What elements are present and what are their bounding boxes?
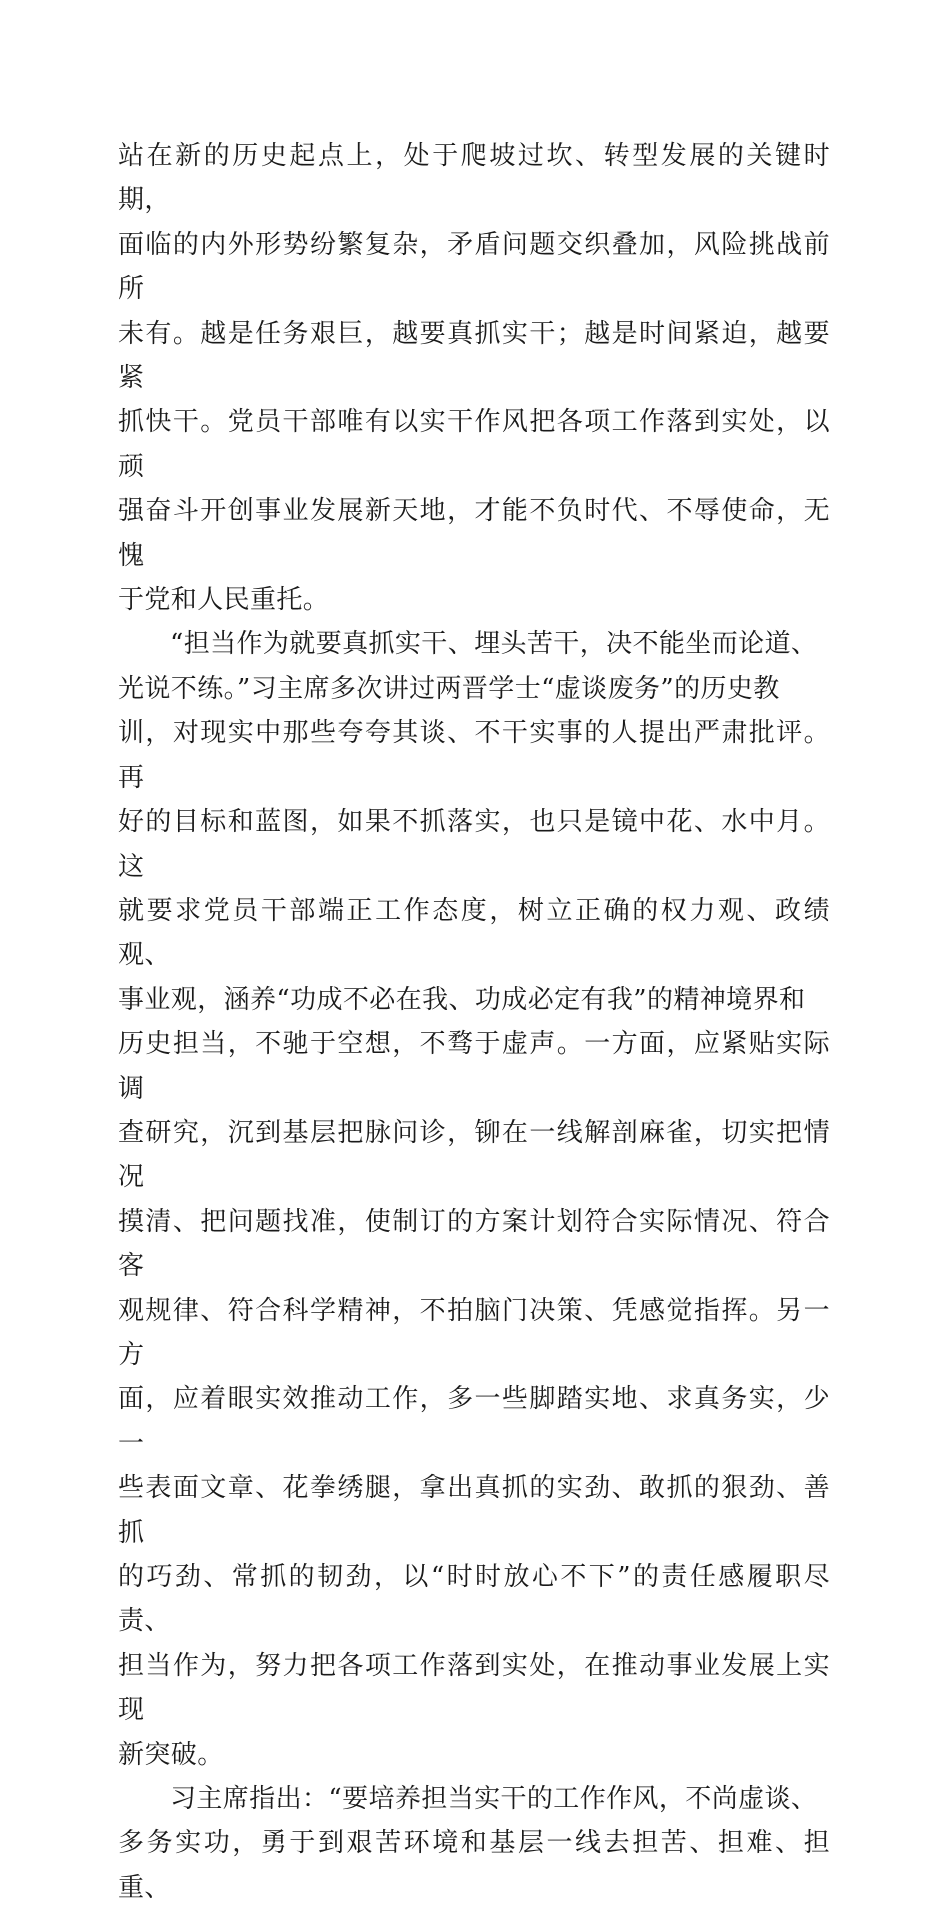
text-line: 担当作为，努力把各项工作落到实处，在推动事业发展上实现 — [118, 1650, 830, 1726]
text-line: 的巧劲、常抓的韧劲，以“时时放心不下”的责任感履职尽责、 — [118, 1562, 830, 1637]
paragraph-3 — [118, 1777, 830, 1910]
text-line: 强奋斗开创事业发展新天地，才能不负时代、不辱使命，无愧 — [118, 496, 830, 571]
text-line: 未有。越是任务艰巨，越要真抓实干；越是时间紧迫，越要紧 — [118, 318, 830, 394]
text-line: 历史担当，不驰于空想，不骛于虚声。一方面，应紧贴实际调 — [118, 1029, 830, 1104]
text-line: 查研究，沉到基层把脉问诊，铆在一线解剖麻雀，切实把情况 — [118, 1117, 830, 1193]
paragraph-2 — [118, 622, 830, 1777]
document-body — [118, 134, 830, 1910]
text-line: “担当作为就要真抓实干、埋头苦干，决不能坐而论道、 — [170, 629, 818, 660]
text-line: 观规律、符合科学精神，不拍脑门决策、凭感觉指挥。另一方 — [118, 1295, 830, 1370]
text-line: 摸清、把问题找准，使制订的方案计划符合实际情况、符合客 — [118, 1206, 830, 1282]
text-line: 习主席指出：“要培养担当实干的工作作风，不尚虚谈、 — [170, 1784, 818, 1815]
text-line: 面临的内外形势纷繁复杂，矛盾问题交织叠加，风险挑战前所 — [118, 229, 830, 305]
text-line: 多务实功，勇于到艰苦环境和基层一线去担苦、担难、担重、 — [118, 1828, 830, 1903]
text-line: 新突破。 — [118, 1739, 224, 1770]
text-line: 些表面文章、花拳绣腿，拿出真抓的实劲、敢抓的狠劲、善抓 — [118, 1473, 830, 1548]
text-line: 就要求党员干部端正工作态度，树立正确的权力观、政绩观、 — [118, 895, 830, 971]
paragraph-1 — [118, 134, 830, 622]
text-line: 事业观，涵养“功成不必在我、功成必定有我”的精神境界和 — [118, 984, 806, 1015]
text-line: 光说不练。”习主席多次讲过两晋学士“虚谈废务”的历史教 — [118, 673, 780, 704]
text-line: 训，对现实中那些夸夸其谈、不干实事的人提出严肃批评。再 — [118, 718, 830, 793]
text-line: 于党和人民重托。 — [118, 585, 330, 616]
text-line: 站在新的历史起点上，处于爬坡过坎、转型发展的关键时期， — [118, 141, 830, 216]
text-line: 抓快干。党员干部唯有以实干作风把各项工作落到实处，以顽 — [118, 407, 830, 482]
text-line: 好的目标和蓝图，如果不抓落实，也只是镜中花、水中月。这 — [118, 807, 830, 882]
text-line: 面，应着眼实效推动工作，多一些脚踏实地、求真务实，少一 — [118, 1384, 830, 1459]
